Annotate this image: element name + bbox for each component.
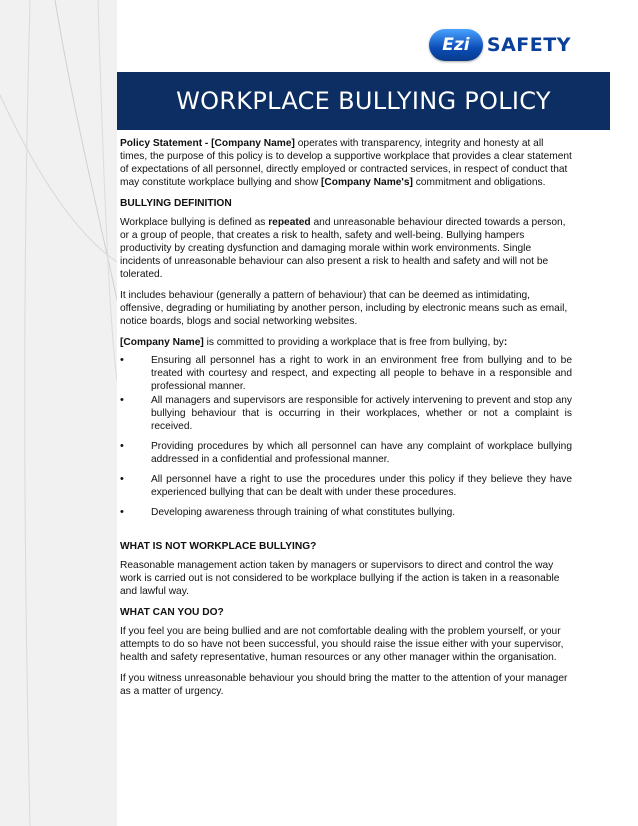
not-bullying-text: Reasonable management action taken by managers or supervisors to direct and control the way work is carried out is not considered to be workplace bullying if the action is taken in a reasonable and lawful way. bbox=[120, 560, 560, 597]
commitment-colon: : bbox=[503, 337, 508, 348]
can-do-paragraph-2: If you witness unreasonable behaviour you should bring the matter to the attention of your manager as a matter of urgency. bbox=[120, 673, 568, 697]
statement-text-2: commitment and obligations. bbox=[412, 177, 546, 188]
list-item: • Developing awareness through training of what constitutes bullying. bbox=[120, 506, 572, 519]
not-bullying-heading: WHAT IS NOT WORKPLACE BULLYING? bbox=[120, 541, 317, 552]
logo-badge: Ezi bbox=[429, 29, 483, 61]
policy-body bbox=[120, 137, 572, 698]
commitment-line bbox=[120, 336, 572, 349]
list-item: • All personnel have a right to use the procedures under this policy if they believe they have experienced bullying that can be dealt with under these procedures. bbox=[120, 473, 572, 499]
logo-wordmark: SAFETY bbox=[486, 34, 571, 56]
commitment-text: is committed to providing a workplace that is free from bullying, by bbox=[203, 337, 504, 348]
definition-bold-repeated: repeated bbox=[268, 217, 311, 228]
statement-lead: Policy Statement - [Company Name] bbox=[120, 138, 295, 149]
commitment-list bbox=[120, 354, 572, 519]
policy-statement bbox=[120, 137, 572, 189]
can-do-paragraph-1: If you feel you are being bullied and are not comfortable dealing with the problem yourself, or your attempts to do so have not been successful, you should raise the issue either with your supervisor, health and safety representative, human resources or any other manager within the organisation. bbox=[120, 626, 564, 663]
page-title: WORKPLACE BULLYING POLICY bbox=[176, 87, 551, 115]
can-do-heading: WHAT CAN YOU DO? bbox=[120, 607, 224, 618]
commitment-company: [Company Name] bbox=[120, 337, 204, 348]
list-item: • Ensuring all personnel has a right to work in an environment free from bullying and to be treated with courtesy and respect, and expecting all people to behave in a responsible and professional manner. bbox=[120, 354, 572, 393]
list-item: • Providing procedures by which all personnel can have any complaint of workplace bullying addressed in a confidential and professional manner. bbox=[120, 440, 572, 466]
definition-text-a: Workplace bullying is defined as bbox=[120, 217, 269, 228]
ezi-safety-logo bbox=[429, 28, 571, 62]
decorative-margin bbox=[0, 0, 117, 826]
decorative-lines-graphic bbox=[0, 0, 117, 826]
definition-paragraph-2: It includes behaviour (generally a pattern of behaviour) that can be deemed as intimidating, offensive, degrading or humiliating by another person, including by electronic means such as email, notice boards, blogs and social networking websites. bbox=[120, 290, 568, 327]
title-banner bbox=[117, 72, 610, 130]
statement-text-1: operates with transparency, integrity and honesty at all times, the purpose of this policy is to develop a supportive workplace that provides a clear statement of expectations of all personnel, directly employed or contracted services, in respect of conduct that may constitute workplace bullying and show bbox=[120, 138, 572, 188]
definition-text-b: and unreasonable behaviour directed towards a person, or a group of people, that creates a risk to health, safety and well-being. Bullying hampers productivity by creating dysfunction and damaging morale within work environments. Single incidents of unreasonable behaviour can also present a risk to health and safety and will not be tolerated. bbox=[120, 217, 566, 280]
definition-paragraph-1 bbox=[120, 216, 572, 281]
statement-company: [Company Name's] bbox=[321, 177, 413, 188]
list-item: • All managers and supervisors are responsible for actively intervening to prevent and stop any bullying behaviour that is occurring in their workplaces, whether or not a complaint is received. bbox=[120, 394, 572, 433]
definition-heading: BULLYING DEFINITION bbox=[120, 198, 232, 209]
